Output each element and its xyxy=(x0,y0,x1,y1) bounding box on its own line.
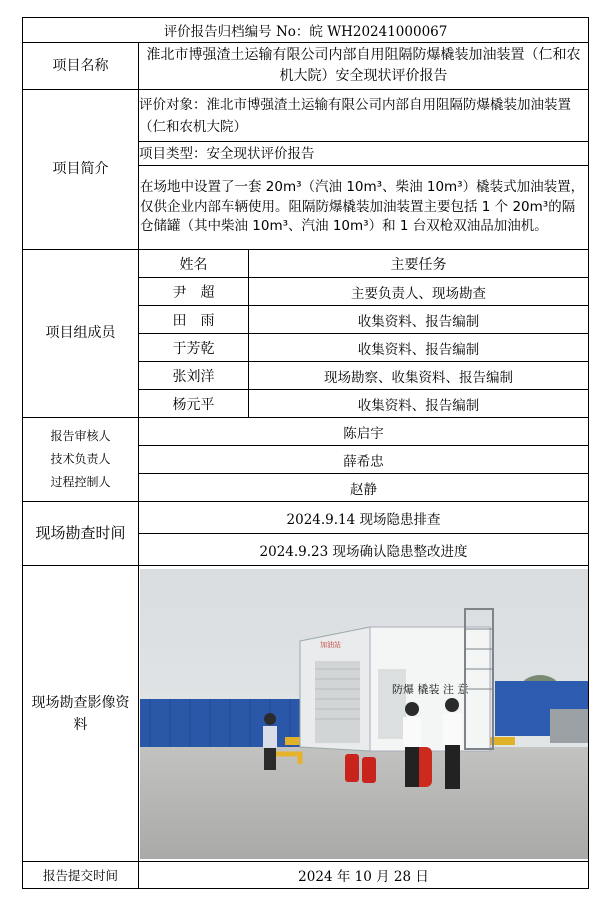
member-name: 张刘洋 xyxy=(139,362,249,390)
process-controller-label: 过程控制人 xyxy=(50,475,111,489)
technical-lead-label: 技术负责人 xyxy=(50,452,111,466)
member-task: 收集资料、报告编制 xyxy=(249,390,589,418)
report-archive-sheet xyxy=(22,17,588,889)
survey-photo-cell xyxy=(139,566,589,862)
member-name-header: 姓名 xyxy=(139,250,249,278)
survey-time-1: 2024.9.14 现场隐患排查 xyxy=(139,502,589,534)
survey-time-label: 现场勘查时间 xyxy=(23,502,139,566)
project-name-label: 项目名称 xyxy=(23,43,139,90)
evaluation-object: 评价对象：淮北市博强渣土运输有限公司内部自用阻隔防爆橇装加油装置（仁和农机大院） xyxy=(139,90,589,142)
submit-time-label: 报告提交时间 xyxy=(23,862,139,889)
member-task: 收集资料、报告编制 xyxy=(249,334,589,362)
process-controller-value: 赵静 xyxy=(139,474,589,502)
survey-photo xyxy=(140,569,588,859)
reviewer-label: 报告审核人 xyxy=(50,429,111,443)
roles-label-cell xyxy=(23,418,139,502)
project-description: 在场地中设置了一套 20m³（汽油 10m³、柴油 10m³）橇装式加油装置，仅供企业内部车辆使用。阻隔防爆橇装加油装置主要包括 1 个 20m³的隔仓储罐（其中柴油 10m³、汽油 10m³）和 1 台双枪双油品加油机。 xyxy=(139,166,589,250)
members-label: 项目组成员 xyxy=(23,250,139,418)
member-name: 于芳乾 xyxy=(139,334,249,362)
survey-images-label: 现场勘查影像资料 xyxy=(23,566,139,862)
station-sign: 加油站 xyxy=(319,640,341,649)
archive-number: 评价报告归档编号 No：皖 WH20241000067 xyxy=(23,18,589,43)
member-task: 收集资料、报告编制 xyxy=(249,306,589,334)
submit-time-value: 2024 年 10 月 28 日 xyxy=(139,862,589,889)
explosion-proof-sign: 防爆 橇装 注 意 xyxy=(391,682,469,696)
project-name-value: 淮北市博强渣土运输有限公司内部自用阻隔防爆橇装加油装置（仁和农机大院）安全现状评价报告 xyxy=(139,43,589,90)
member-task: 现场勘察、收集资料、报告编制 xyxy=(249,362,589,390)
member-task-header: 主要任务 xyxy=(249,250,589,278)
project-type: 项目类型：安全现状评价报告 xyxy=(139,142,589,166)
member-name: 尹 超 xyxy=(139,278,249,306)
member-name: 田 雨 xyxy=(139,306,249,334)
report-form-table xyxy=(22,17,589,889)
project-intro-label: 项目简介 xyxy=(23,90,139,250)
reviewer-value: 陈启宇 xyxy=(139,418,589,446)
site-photo-illustration xyxy=(140,569,588,859)
member-task: 主要负责人、现场勘查 xyxy=(249,278,589,306)
survey-time-2: 2024.9.23 现场确认隐患整改进度 xyxy=(139,534,589,566)
technical-lead-value: 薛希忠 xyxy=(139,446,589,474)
member-name: 杨元平 xyxy=(139,390,249,418)
